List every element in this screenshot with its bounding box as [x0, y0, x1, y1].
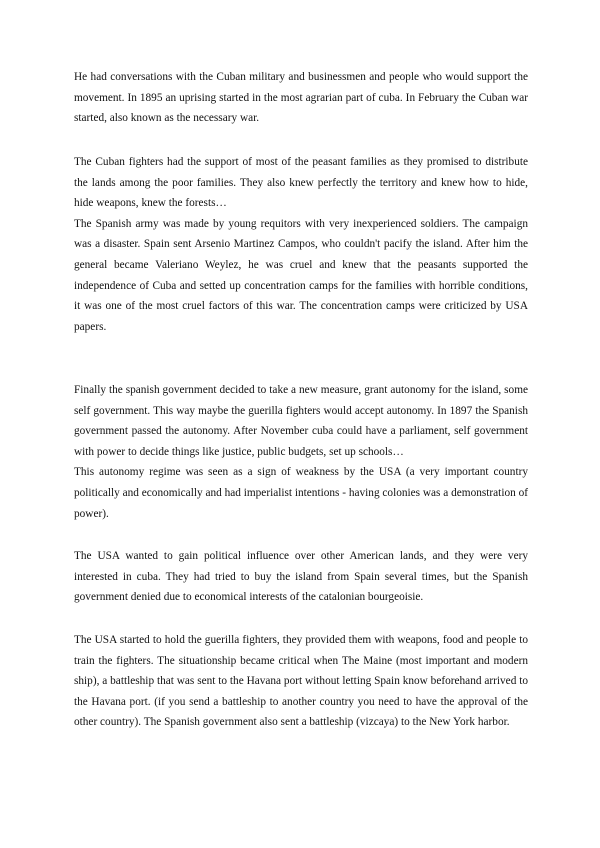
- paragraph-text: This autonomy regime was seen as a sign of weakness by the USA (a very important country politically and economically and had imperialist intentions - having colonies was a demonstration of power).: [74, 466, 528, 520]
- paragraph-text: He had conversations with the Cuban military and businessmen and people who would support the movement. In 1895 an uprising started in the most agrarian part of cuba. In February the Cuban war started, also known as the necessary war.: [74, 71, 528, 125]
- paragraph-text: The USA wanted to gain political influence over other American lands, and they were very interested in cuba. They had tried to buy the island from Spain several times, but the Spanish government denied due to economical interests of the catalonian bourgeoisie.: [74, 550, 528, 604]
- paragraph-4: [74, 546, 528, 608]
- paragraph-2: [74, 152, 528, 337]
- paragraph-3: [74, 380, 528, 524]
- paragraph-1: [74, 67, 528, 129]
- paragraph-5: [74, 630, 528, 733]
- paragraph-text: Finally the spanish government decided to take a new measure, grant autonomy for the island, some self government. This way maybe the guerilla fighters would accept autonomy. In 1897 the Spanish government passed the autonomy. After November cuba could have a parliament, self government with power to decide things like justice, public budgets, set up schools…: [74, 384, 528, 458]
- paragraph-text: The Cuban fighters had the support of most of the peasant families as they promised to distribute the lands among the poor families. They also knew perfectly the territory and knew how to hide, hide weapons, knew the forests…: [74, 156, 528, 210]
- paragraph-text: The USA started to hold the guerilla fighters, they provided them with weapons, food and people to train the fighters. The situationship became critical when The Maine (most important and modern ship), a battleship that was sent to the Havana port without letting Spain know beforehand arrived to the Havana port. (if you send a battleship to another country you need to have the approval of the other country). The Spanish government also sent a battleship (vizcaya) to the New York harbor.: [74, 634, 528, 729]
- paragraph-text: The Spanish army was made by young requitors with very inexperienced soldiers. The campaign was a disaster. Spain sent Arsenio Martinez Campos, who couldn't pacify the island. After him the general became Valeriano Weylez, he was cruel and knew that the peasants supported the independence of Cuba and setted up concentration camps for the families with horrible conditions, it was one of the most cruel factors of this war. The concentration camps were criticized by USA papers.: [74, 217, 528, 333]
